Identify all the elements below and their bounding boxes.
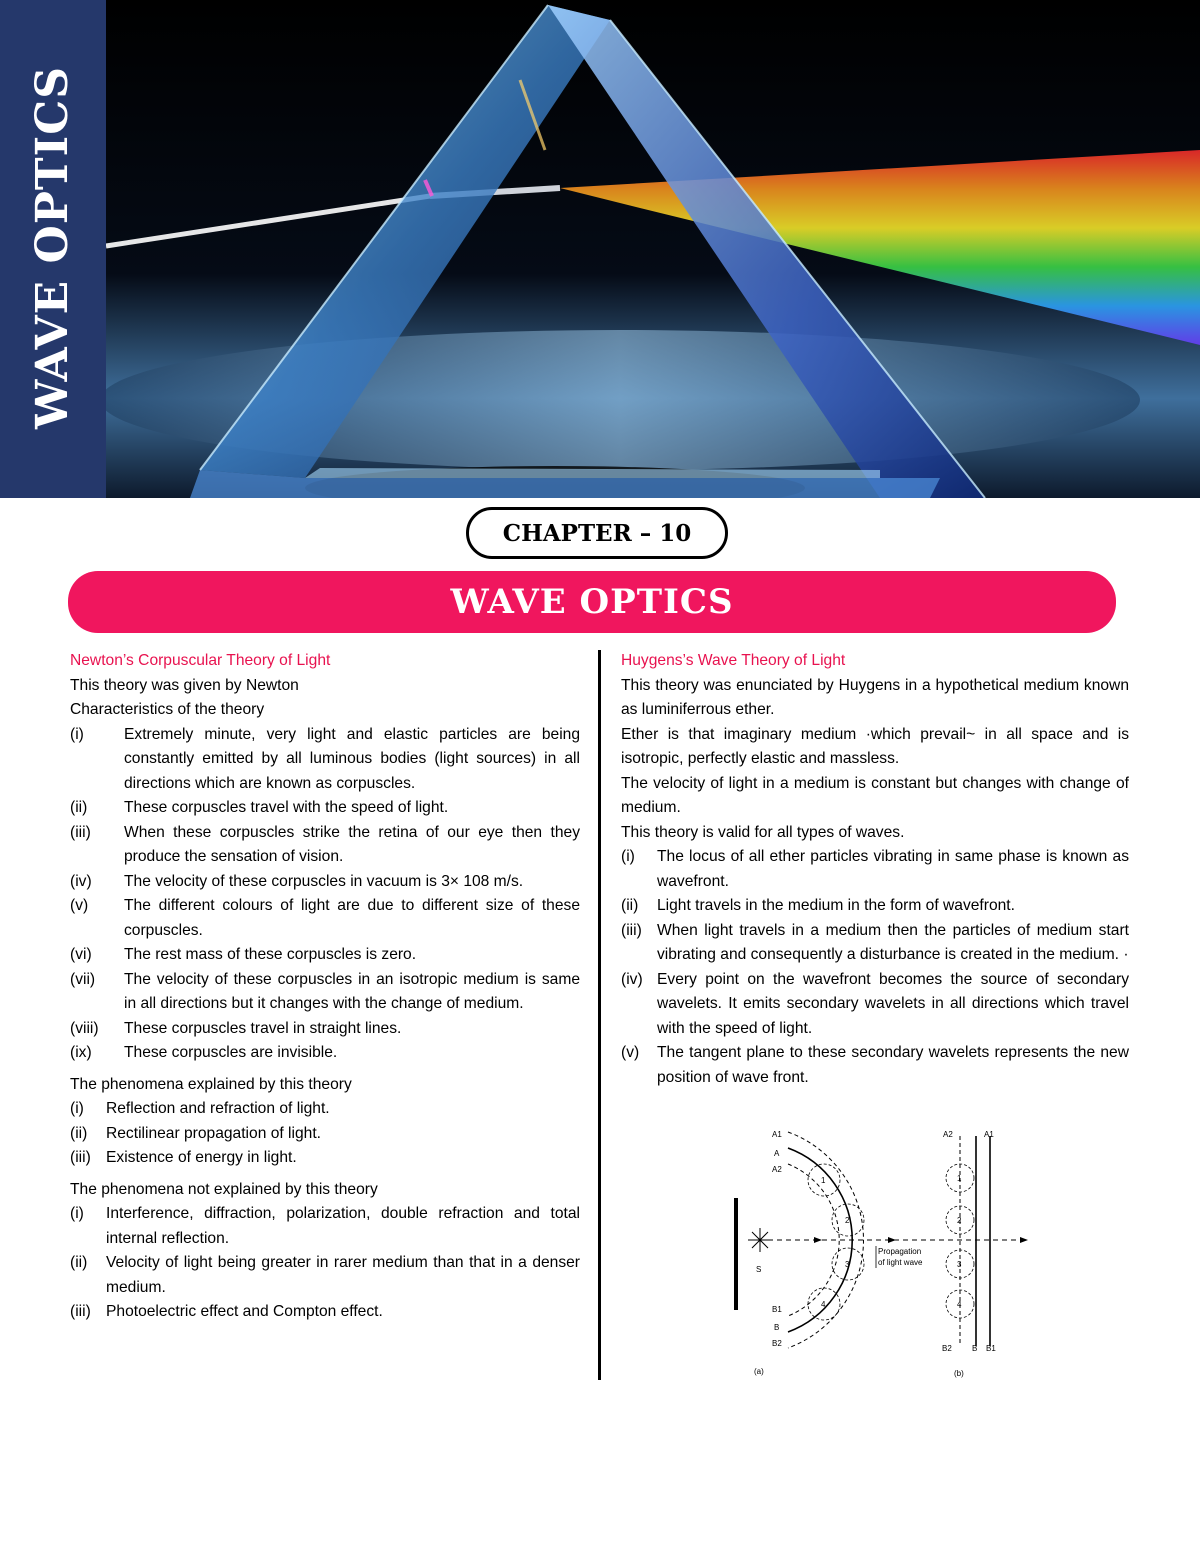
caption-b: (b) — [954, 1369, 964, 1378]
label-b1-right: B1 — [986, 1344, 996, 1353]
list-item: (v) The tangent plane to these secondary wavelets represents the new position of wave front. — [621, 1044, 1129, 1086]
list-item: (i) Interference, diffraction, polarization, double refraction and total internal reflection. — [70, 1205, 580, 1247]
huygens-para-2: Ether is that imaginary medium ·which prevail~ in all space and is isotropic, perfectly elastic and massless. — [621, 725, 1129, 767]
list-item: (vi) The rest mass of these corpuscles is zero. — [70, 946, 417, 963]
label-a2-right: A2 — [943, 1130, 953, 1139]
prism-illustration — [0, 0, 1200, 498]
label-a2: A2 — [772, 1165, 782, 1174]
wavelet-label: 3 — [957, 1260, 962, 1269]
list-item: (iii) Existence of energy in light. — [70, 1149, 297, 1166]
column-divider — [598, 650, 601, 1380]
list-item: (i) Reflection and refraction of light. — [70, 1100, 330, 1117]
axis-arrow — [888, 1237, 896, 1243]
list-item: (iii) When light travels in a medium then the particles of medium start vibrating and consequently a disturbance is created in the medium. · — [621, 921, 1129, 963]
label-b: B — [774, 1323, 780, 1332]
left-column — [70, 649, 580, 1325]
wavelet-label: 1 — [957, 1174, 962, 1183]
list-item: (v) The different colours of light are due to different size of these corpuscles. — [70, 897, 580, 939]
source-screen — [734, 1198, 738, 1310]
list-item: (ii) These corpuscles travel with the speed of light. — [70, 799, 449, 816]
list-item: (vii) The velocity of these corpuscles in an isotropic medium is same in all directions but it changes with the change of medium. — [70, 970, 580, 1012]
label-a1-right: A1 — [984, 1130, 994, 1139]
axis-arrow — [1020, 1237, 1028, 1243]
list-item: (iv) Every point on the wavefront becomes the source of secondary wavelets. It emits secondary wavelets in all directions which travel with the speed of light. — [621, 970, 1129, 1037]
label-b2-right: B2 — [942, 1344, 952, 1353]
wavelet-label: 2 — [957, 1216, 962, 1225]
propagation-label: of light wave — [878, 1258, 923, 1267]
label-b1: B1 — [772, 1305, 782, 1314]
not-explained-list — [70, 1202, 580, 1325]
side-title-text: WAVE OPTICS — [27, 65, 79, 429]
explained-list — [70, 1097, 580, 1171]
not-explained-label: The phenomena not explained by this theory — [70, 1180, 378, 1198]
propagation-label: Propagation — [878, 1247, 922, 1256]
wavelet-label: 1 — [821, 1176, 826, 1185]
huygens-para-1: This theory was enunciated by Huygens in a hypothetical medium known as luminiferrous ether. — [621, 676, 1129, 718]
list-item: (i) The locus of all ether particles vibrating in same phase is known as wavefront. — [621, 848, 1129, 890]
list-item: (ii) Velocity of light being greater in rarer medium than that in a denser medium. — [70, 1254, 580, 1296]
list-item: (iv) The velocity of these corpuscles in vacuum is 3× 108 m/s. — [70, 872, 524, 890]
list-item: (iii) Photoelectric effect and Compton effect. — [70, 1303, 383, 1320]
characteristics-label: Characteristics of the theory — [70, 701, 265, 718]
wavelet-label: 4 — [957, 1300, 962, 1309]
list-item: (viii) These corpuscles travel in straight lines. — [70, 1019, 402, 1037]
wavelet-label: 4 — [821, 1300, 826, 1309]
label-a: A — [774, 1149, 780, 1158]
wavefront-figure — [728, 1128, 1038, 1380]
list-item: (i) Extremely minute, very light and elastic particles are being constantly emitted by all luminous bodies (light sources) in all directions which are known as corpuscles. — [70, 725, 580, 792]
side-title — [0, 0, 106, 498]
huygens-para-4: This theory is valid for all types of waves. — [621, 823, 905, 841]
huygens-para-3: The velocity of light in a medium is constant but changes with change of medium. — [621, 774, 1129, 816]
page-title: WAVE OPTICS — [68, 571, 1116, 633]
label-s: S — [756, 1265, 762, 1274]
label-b2: B2 — [772, 1339, 782, 1348]
wavelet-label: 3 — [845, 1260, 850, 1269]
label-a1: A1 — [772, 1130, 782, 1139]
characteristics-list — [70, 723, 580, 1066]
right-column — [621, 649, 1129, 1090]
list-item: (ix) These corpuscles are invisible. — [70, 1044, 338, 1061]
list-item: (ii) Rectilinear propagation of light. — [70, 1124, 321, 1142]
chapter-label: CHAPTER – 10 — [466, 507, 728, 559]
huygens-heading: Huygens’s Wave Theory of Light — [621, 652, 846, 669]
axis-arrow — [814, 1237, 822, 1243]
wavefront-diagram — [728, 1128, 1038, 1380]
huygens-points-list — [621, 845, 1129, 1090]
label-b-right: B — [972, 1344, 978, 1353]
wavelet-label: 2 — [845, 1216, 850, 1225]
newton-given-by: This theory was given by Newton — [70, 676, 299, 694]
hero-prism-image — [0, 0, 1200, 498]
caption-a: (a) — [754, 1367, 764, 1376]
newton-heading: Newton’s Corpuscular Theory of Light — [70, 652, 331, 669]
explained-label: The phenomena explained by this theory — [70, 1075, 352, 1093]
list-item: (ii) Light travels in the medium in the form of wavefront. — [621, 897, 1015, 914]
list-item: (iii) When these corpuscles strike the retina of our eye then they produce the sensation of vision. — [70, 823, 580, 865]
